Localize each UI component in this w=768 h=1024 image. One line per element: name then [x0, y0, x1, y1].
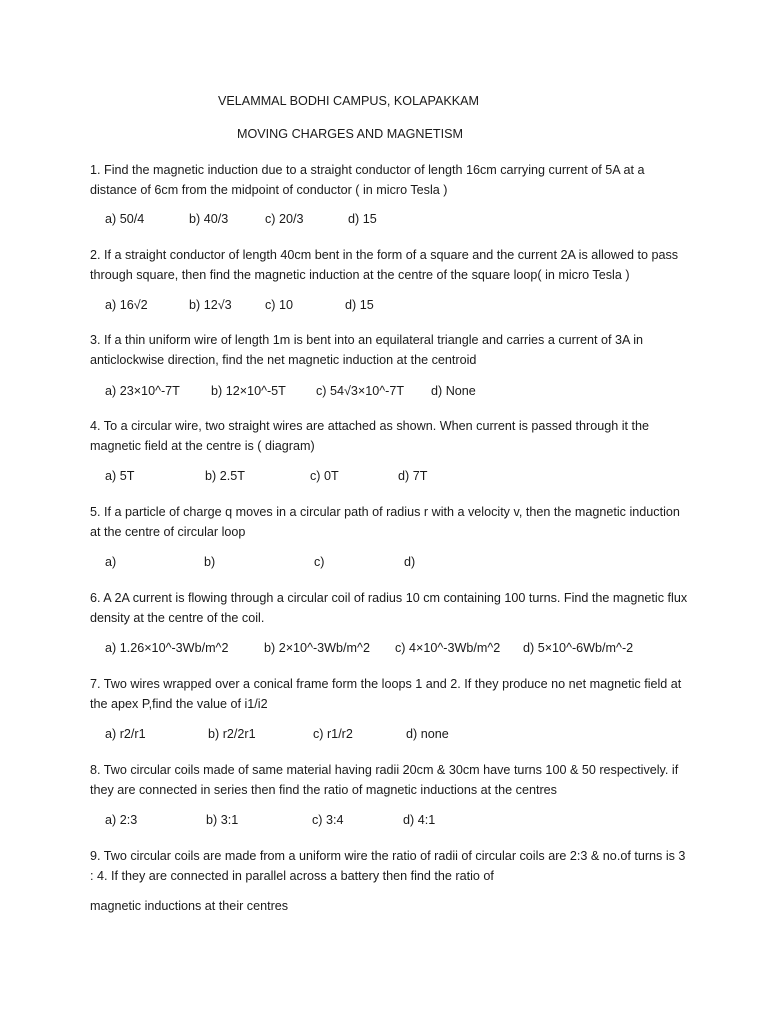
option-b: b) 2.5T [205, 469, 245, 483]
option-b: b) 3:1 [206, 813, 239, 827]
question-8: 8. Two circular coils made of same material having radii 20cm & 30cm have turns 100 & 50 respectively. if they are connected in series then find the ratio of magnetic inductions at the centres [90, 763, 679, 797]
question-3: 3. If a thin uniform wire of length 1m is bent into an equilateral triangle and carries a current of 3A in anticlockwise direction, find the net magnetic induction at the centroid [90, 333, 644, 367]
school-name: VELAMMAL BODHI CAMPUS, KOLAPAKKAM [218, 94, 480, 108]
option-c: c) 20/3 [265, 212, 304, 226]
option-a: a) 50/4 [105, 212, 145, 226]
question-4: 4. To a circular wire, two straight wires are attached as shown. When current is passed through it the magnetic field at the centre is ( diagram) [90, 419, 650, 453]
option-a: a) 23×10^-7T [105, 384, 180, 398]
option-a: a) 5T [105, 469, 135, 483]
option-b: b) r2/2r1 [208, 727, 256, 741]
option-d: d) none [406, 727, 449, 741]
option-d: d) [404, 555, 416, 569]
option-d: d) 15 [345, 298, 374, 312]
option-c: c) r1/r2 [313, 727, 353, 741]
option-c: c) 54√3×10^-7T [316, 384, 405, 398]
option-c: c) 4×10^-3Wb/m^2 [395, 641, 501, 655]
question-7: 7. Two wires wrapped over a conical frame form the loops 1 and 2. If they produce no net magnetic field at the apex P,find the value of i1/i2 [90, 677, 682, 711]
option-d: d) 7T [398, 469, 428, 483]
option-b: b) 2×10^-3Wb/m^2 [264, 641, 370, 655]
option-c: c) [314, 555, 325, 569]
document-title: MOVING CHARGES AND MAGNETISM [237, 127, 464, 141]
question-6: 6. A 2A current is flowing through a circular coil of radius 10 cm containing 100 turns. Find the magnetic flux density at the centre of the coil. [90, 591, 688, 625]
option-b: b) 40/3 [189, 212, 229, 226]
option-b: b) [204, 555, 216, 569]
option-a: a) 1.26×10^-3Wb/m^2 [105, 641, 229, 655]
option-d: d) 15 [348, 212, 377, 226]
option-a: a) [105, 555, 117, 569]
question-2: 2. If a straight conductor of length 40cm bent in the form of a square and the current 2A is allowed to pass through square, then find the magnetic induction at the centre of the square loop( in micro Tesla ) [90, 248, 679, 282]
option-d: d) None [431, 384, 476, 398]
option-b: b) 12√3 [189, 298, 232, 312]
option-a: a) 2:3 [105, 813, 138, 827]
option-c: c) 0T [310, 469, 339, 483]
option-a: a) 16√2 [105, 298, 148, 312]
option-c: c) 10 [265, 298, 293, 312]
question-5: 5. If a particle of charge q moves in a circular path of radius r with a velocity v, then the magnetic induction at the centre of circular loop [90, 505, 680, 539]
question-9-continuation: magnetic inductions at their centres [90, 899, 289, 913]
option-c: c) 3:4 [312, 813, 344, 827]
option-a: a) r2/r1 [105, 727, 146, 741]
question-1: 1. Find the magnetic induction due to a straight conductor of length 16cm carrying current of 5A at a distance of 6cm from the midpoint of conductor ( in micro Tesla ) [90, 163, 645, 197]
option-d: d) 5×10^-6Wb/m^-2 [523, 641, 634, 655]
option-b: b) 12×10^-5T [211, 384, 286, 398]
option-d: d) 4:1 [403, 813, 436, 827]
question-9: 9. Two circular coils are made from a uniform wire the ratio of radii of circular coils are 2:3 & no.of turns is 3 : 4. If they are connected in parallel across a battery then find the ratio of [90, 849, 686, 883]
